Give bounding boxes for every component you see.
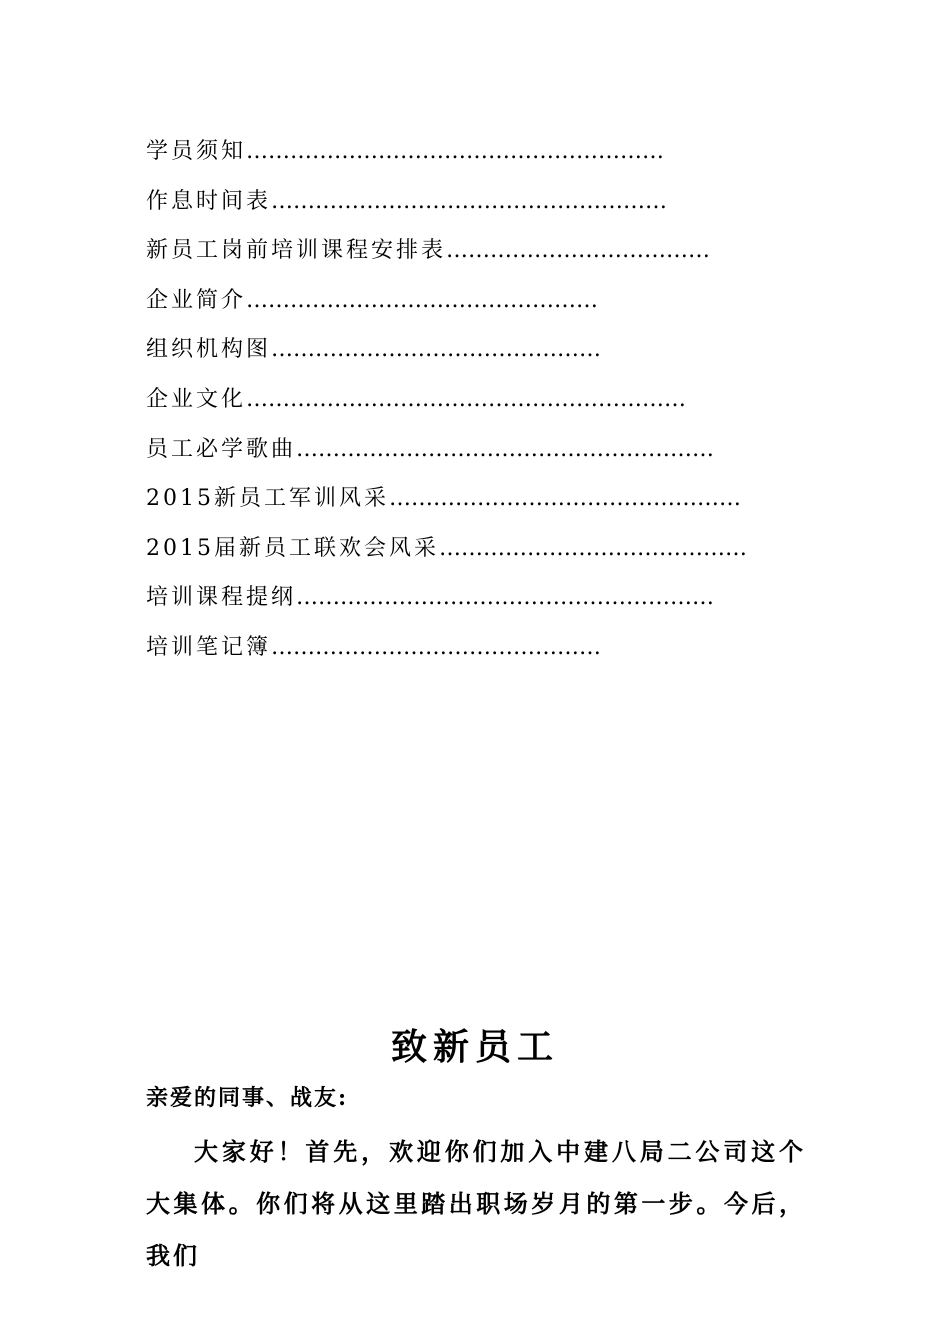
toc-item [146, 380, 846, 430]
toc-leader-dots: ……………………………………… [271, 337, 602, 363]
letter-title: 致新员工 [390, 1027, 559, 1068]
toc-item-title: 企业文化 [146, 386, 247, 412]
toc-item [146, 628, 846, 678]
toc-leader-dots: ………………………………………………… [296, 585, 715, 611]
toc-item-title: 培训笔记簿 [146, 634, 272, 660]
toc-item-title: 学员须知 [146, 139, 247, 164]
toc-item-title: 作息时间表 [146, 188, 272, 214]
toc-leader-dots: …………………………………………………… [246, 386, 687, 412]
toc-item-title: 2015新员工军训风采 [146, 486, 389, 512]
toc-leader-dots: ……………………………………… [271, 634, 602, 660]
letter-salutation: 亲爱的同事、战友: [146, 1085, 349, 1111]
toc-item [146, 281, 846, 331]
toc-leader-dots: ………………………………………… [389, 486, 741, 512]
toc-leader-dots: ……………………………………………… [271, 188, 668, 214]
toc-leader-dots: ………………………………………… [246, 287, 599, 313]
toc-leader-dots: ………………………………………………… [246, 139, 665, 164]
toc-item [146, 132, 846, 182]
toc-item [146, 231, 846, 281]
toc-item [146, 330, 846, 380]
toc-item-title: 培训课程提纲 [146, 585, 297, 611]
toc-item-title: 组织机构图 [146, 337, 272, 363]
toc-leader-dots: …………………………………… [439, 535, 747, 561]
toc-item [146, 578, 846, 628]
toc-item-title: 员工必学歌曲 [146, 436, 297, 462]
toc-leader-dots: ……………………………… [446, 238, 711, 264]
toc-item-title: 新员工岗前培训课程安排表 [146, 238, 447, 264]
toc-item [146, 182, 846, 232]
letter-body-paragraph: 大家好！首先，欢迎你们加入中建八局二公司这个大集体。你们将从这里踏出职场岁月的第一步。今后，我们 [146, 1137, 806, 1270]
toc-leader-dots: ………………………………………………… [296, 436, 715, 462]
toc-item-title: 2015届新员工联欢会风采 [146, 535, 439, 561]
toc-item-title: 企业简介 [146, 287, 247, 313]
toc-item [146, 479, 846, 529]
table-of-contents [146, 132, 846, 678]
toc-item [146, 430, 846, 480]
toc-item [146, 529, 846, 579]
